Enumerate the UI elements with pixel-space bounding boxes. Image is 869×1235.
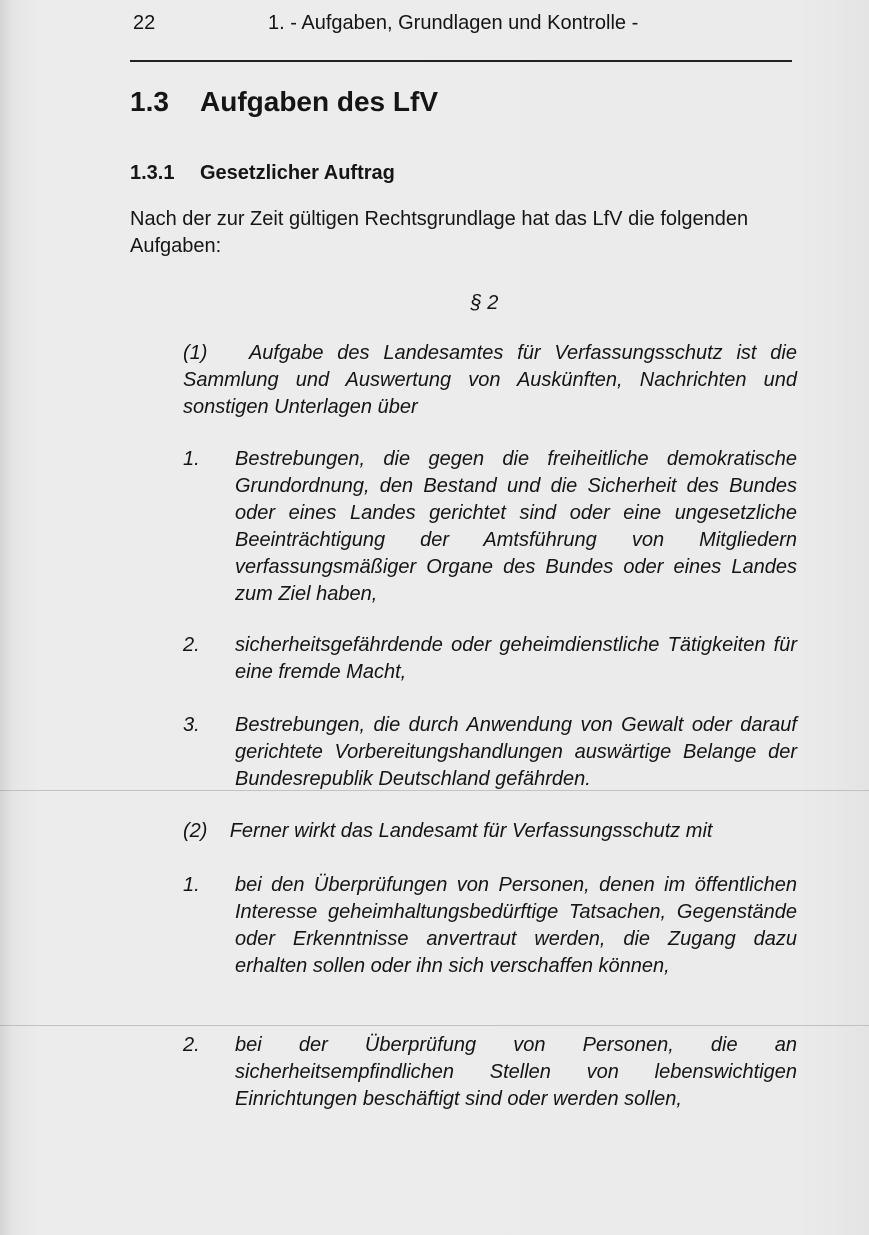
law-paragraph-label: (1) [183, 342, 208, 364]
subsection-number: 1.3.1 [130, 162, 175, 184]
list-item-number: 1. [183, 448, 200, 470]
page-number: 22 [133, 12, 156, 34]
list-item-number: 3. [183, 714, 200, 736]
law-paragraph-text: Ferner wirkt das Landesamt für Verfassungsschutz mit [229, 820, 713, 842]
list-item-number: 1. [183, 874, 200, 896]
page-header [0, 12, 869, 42]
list-item-number: 2. [183, 1034, 200, 1056]
intro-paragraph: Nach der zur Zeit gültigen Rechtsgrundlage hat das LfV die folgenden Aufgaben: [130, 208, 749, 257]
law-list-item [183, 872, 797, 980]
law-list-item [183, 1032, 797, 1113]
law-list-item [183, 632, 797, 686]
list-item-text: Bestrebungen, die durch Anwendung von Gewalt oder darauf gerichtete Vorbereitungshandlungen auswärtige Belange der Bundesrepublik Deutschland gefährden. [235, 714, 797, 790]
scan-artifact-line [0, 1025, 869, 1026]
list-item-text: bei den Überprüfungen von Personen, denen im öffentlichen Interesse geheimhaltungsbedürftige Tatsachen, Gegenstände oder Erkenntnisse anvertraut werden, die Zugang dazu erhalten sollen oder ihn sich verschaffen können, [235, 874, 797, 977]
list-item-number: 2. [183, 634, 200, 656]
list-item-text: Bestrebungen, die gegen die freiheitliche demokratische Grundordnung, den Bestand und die Sicherheit des Bundes oder eines Landes gerichtet sind oder eine ungesetzliche Beeinträchtigung der Amtsführung von Mitgliedern verfassungsmäßiger Organe des Bundes oder eines Landes zum Ziel haben, [235, 448, 797, 605]
law-paragraph-label: (2) [183, 820, 208, 842]
law-list-item [183, 712, 797, 793]
law-list-item [183, 446, 797, 608]
paragraph-mark: § 2 [470, 292, 499, 314]
list-item-text: bei der Überprüfung von Personen, die an sicherheitsempfindlichen Stellen von lebenswichtigen Einrichtungen beschäftigt sind oder werden sollen, [235, 1034, 797, 1110]
list-item-text: sicherheitsgefährdende oder geheimdienstliche Tätigkeiten für eine fremde Macht, [235, 634, 797, 683]
section-heading [130, 86, 438, 118]
scan-artifact-line [0, 790, 869, 791]
subsection-title: Gesetzlicher Auftrag [200, 162, 395, 184]
running-title: 1. - Aufgaben, Grundlagen und Kontrolle - [268, 12, 639, 34]
subsection-heading [130, 162, 395, 185]
header-rule [130, 60, 792, 62]
law-paragraph-2 [183, 818, 797, 845]
section-title: Aufgaben des LfV [200, 86, 439, 117]
law-paragraph-1 [183, 340, 797, 421]
section-number: 1.3 [130, 86, 169, 117]
law-paragraph-text: Aufgabe des Landesamtes für Verfassungsschutz ist die Sammlung und Auswertung von Auskünften, Nachrichten und sonstigen Unterlagen über [183, 342, 797, 418]
